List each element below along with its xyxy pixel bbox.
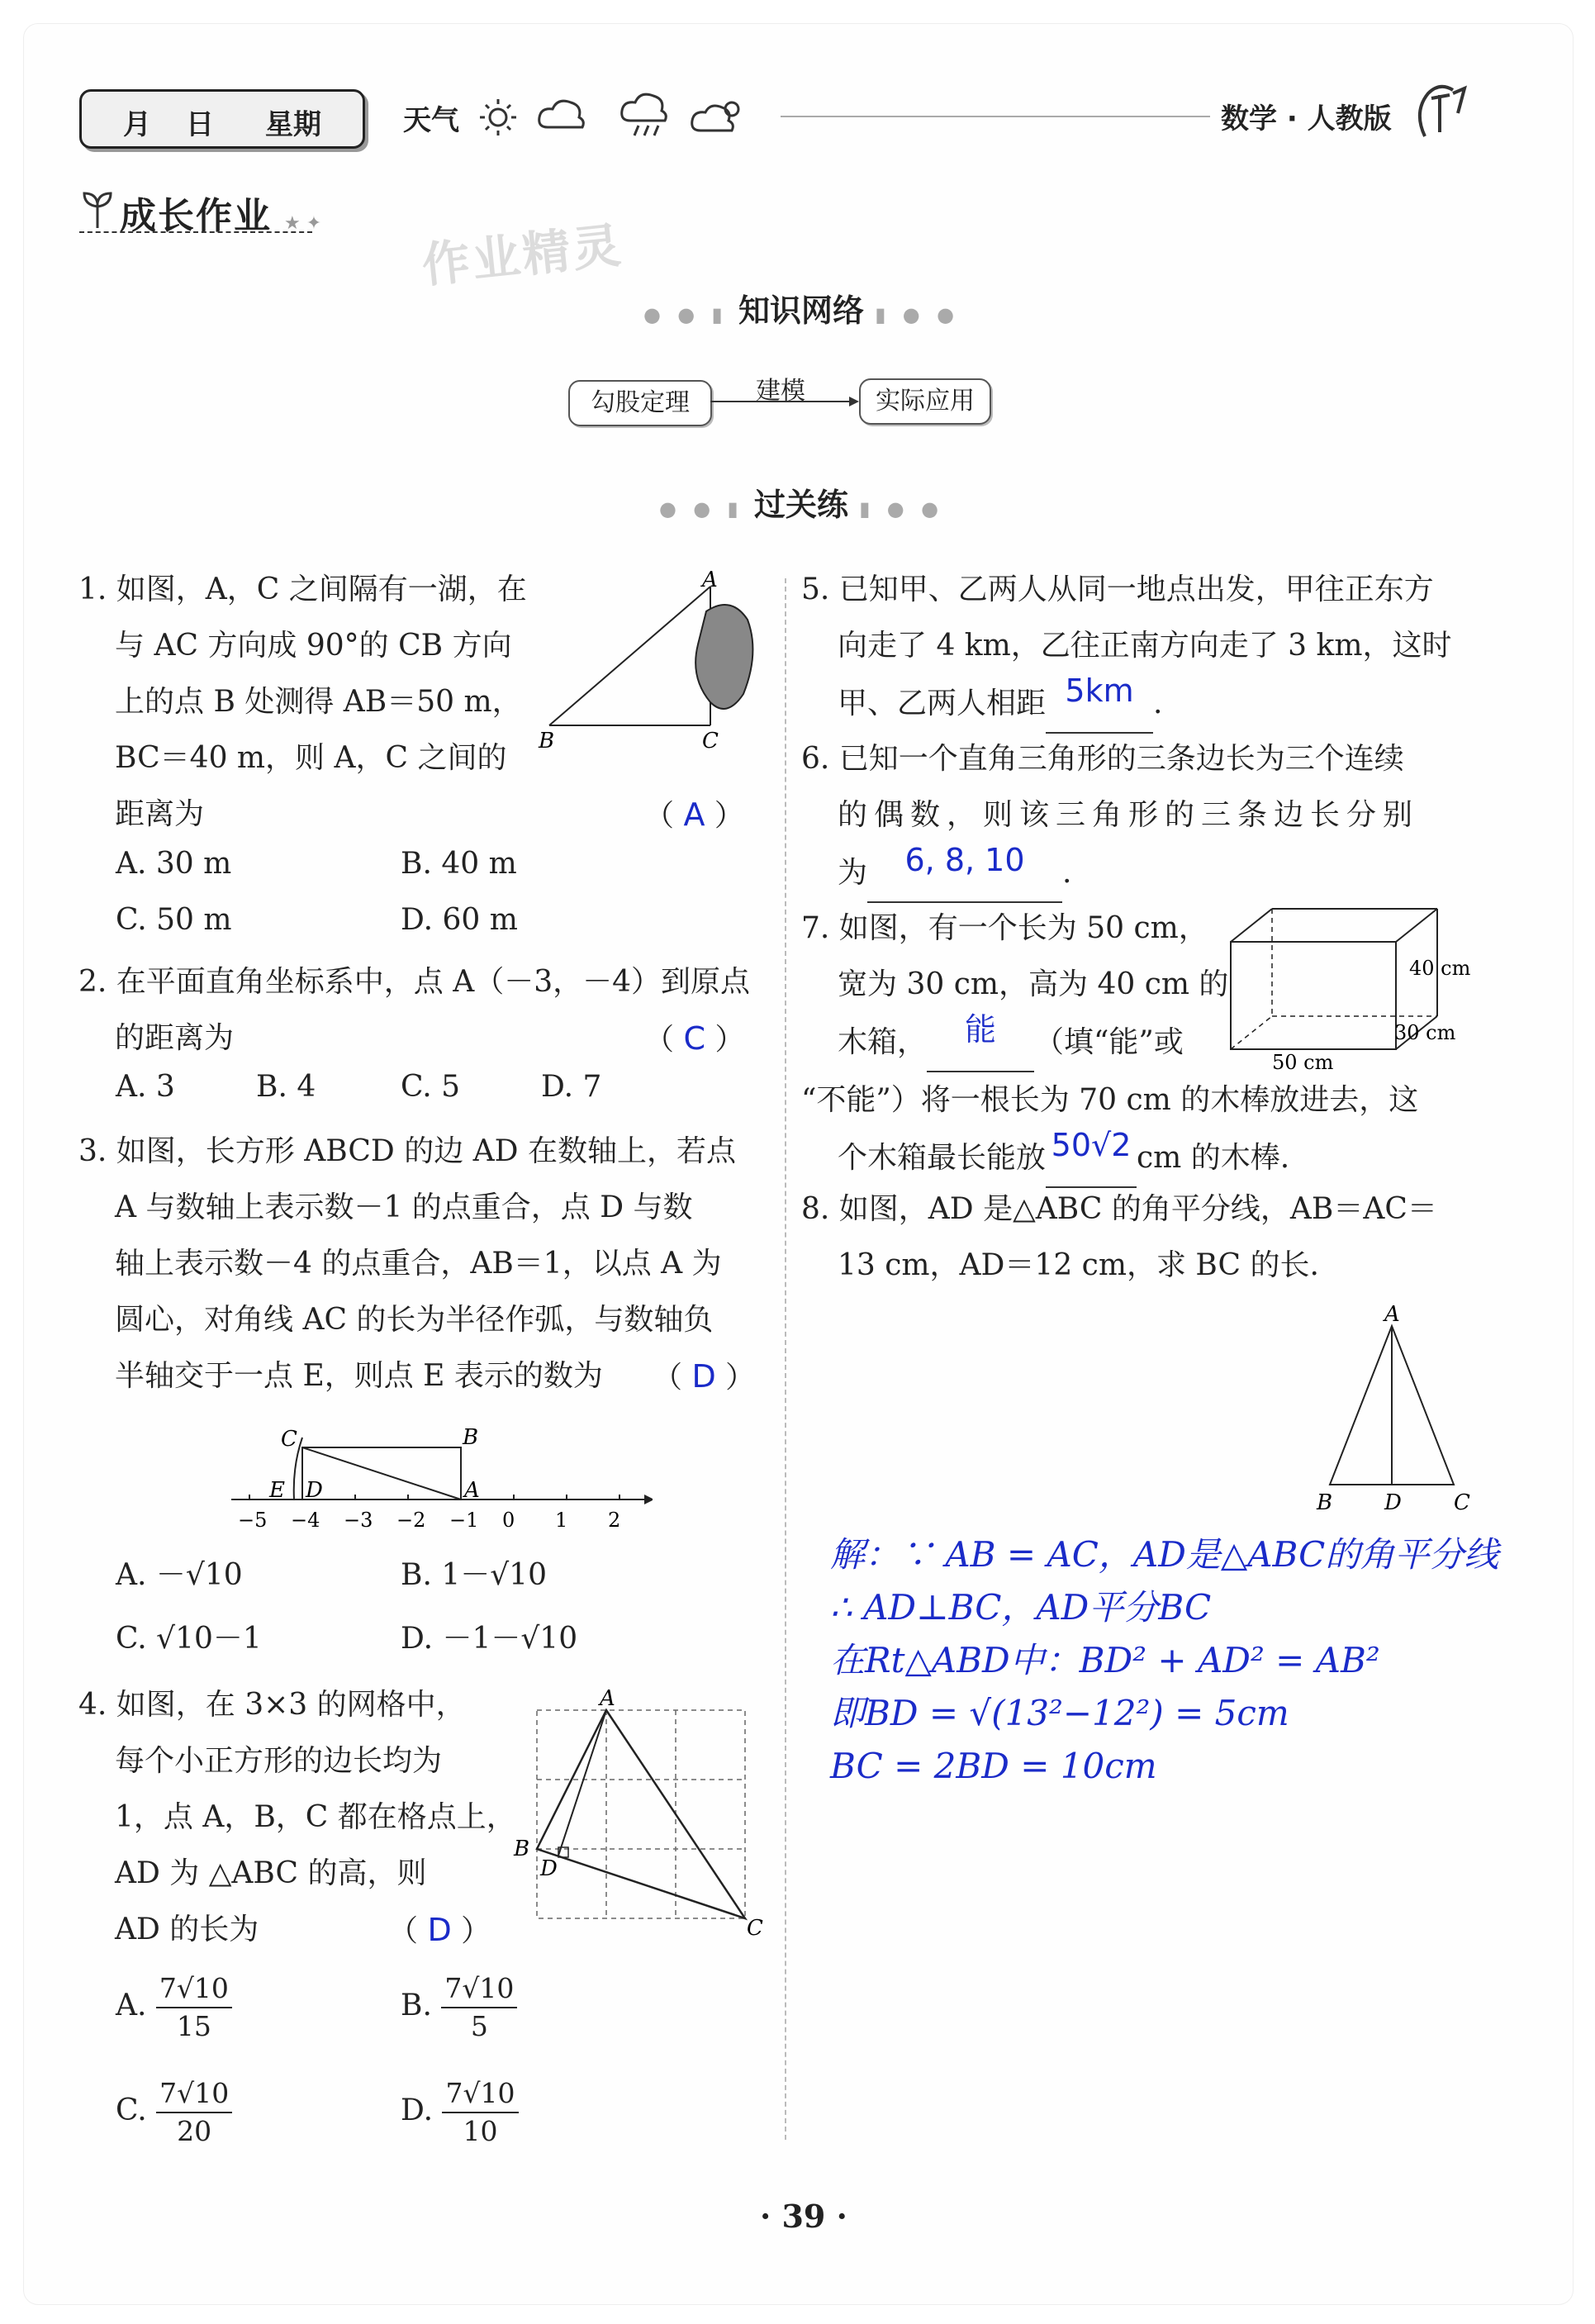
q3-option-b: B. 1－√10 bbox=[401, 1558, 547, 1592]
q4-option-b-num: 7√10 bbox=[441, 1970, 517, 2008]
q8-solution bbox=[830, 1528, 1498, 1793]
star-icon: ★ ✦ bbox=[284, 213, 322, 234]
q2-option-d: D. 7 bbox=[541, 1070, 602, 1104]
partly-cloudy-icon bbox=[692, 102, 738, 131]
q7-blank-2 bbox=[1046, 1129, 1137, 1188]
solution-line-1: 解：∵ AB = AC，AD是△ABC的角平分线 bbox=[830, 1534, 1499, 1575]
question-5-text: 5. 已知甲、乙两人从同一地点出发，甲往正东方 向走了 4 km，乙往正南方向走了 3 km，这时 甲、乙两人相距 5km . bbox=[801, 562, 1495, 734]
header-rule bbox=[781, 116, 1210, 117]
q6-line: 6. 已知一个直角三角形的三条边长为三个连续 bbox=[801, 742, 1404, 776]
question-6-text: 6. 已知一个直角三角形的三条边长为三个连续 的偶数，则该三角形的三条边长分别 为 6, 8, 10 . bbox=[801, 731, 1495, 903]
q4-option-b-letter: B. bbox=[401, 1989, 432, 2022]
q3-answer-paren: （ D ） bbox=[653, 1358, 756, 1395]
q3-option-c: C. √10－1 bbox=[116, 1622, 262, 1656]
q4-line: AD 的长为 bbox=[115, 1913, 259, 1946]
q4-line: AD 为 △ABC 的高，则 bbox=[115, 1856, 427, 1890]
q1-answer: A bbox=[683, 796, 705, 833]
q4-option-a bbox=[116, 1970, 232, 2045]
q1-label-c: C bbox=[702, 729, 719, 753]
dots-left-icon: ● ● ▮ bbox=[643, 303, 728, 326]
q4-label-a: A bbox=[600, 1686, 615, 1711]
flow-arrow-icon bbox=[710, 393, 859, 410]
q4-answer-paren: （ D ） bbox=[388, 1912, 491, 1948]
q3-line: A 与数轴上表示数－1 的点重合，点 D 与数 bbox=[115, 1191, 693, 1224]
day-label: 日 bbox=[186, 108, 214, 141]
page-number: · 39 · bbox=[760, 2198, 847, 2235]
axis-tick-label: 0 bbox=[502, 1509, 515, 1532]
month-label: 月 bbox=[123, 108, 151, 141]
q1-label-a: A bbox=[702, 570, 718, 592]
q4-option-a-letter: A. bbox=[116, 1989, 147, 2022]
q7-line: 个木箱最长能放 bbox=[838, 1141, 1047, 1175]
q1-line: 距离为 bbox=[115, 797, 205, 831]
q3-label-e: E bbox=[269, 1478, 285, 1503]
dots-right-icon: ▮ ● ● bbox=[859, 497, 944, 520]
axis-tick-label: 1 bbox=[555, 1509, 568, 1532]
flow-box-right: 实际应用 bbox=[859, 378, 991, 425]
q3-line: 半轴交于一点 E，则点 E 表示的数为 bbox=[115, 1359, 603, 1393]
q2-line: 2. 在平面直角坐标系中，点 A（－3，－4）到原点 bbox=[78, 965, 751, 999]
q7-line: cm 的木棒. bbox=[1137, 1141, 1290, 1175]
axis-tick-label: −4 bbox=[291, 1509, 320, 1532]
sprout-icon bbox=[79, 188, 116, 230]
q1-option-d: D. 60 m bbox=[401, 903, 518, 937]
q1-line: 上的点 B 处测得 AB＝50 m， bbox=[115, 685, 522, 719]
q2-option-b: B. 4 bbox=[256, 1070, 316, 1104]
axis-tick-label: −1 bbox=[449, 1509, 479, 1532]
q1-label-b: B bbox=[539, 729, 555, 753]
q3-label-d: D bbox=[306, 1478, 323, 1503]
question-1-text bbox=[78, 562, 541, 843]
question-8-text bbox=[801, 1181, 1512, 1294]
q6-line: 为 bbox=[838, 856, 868, 890]
q3-option-a: A. －√10 bbox=[116, 1558, 243, 1592]
q4-line: 4. 如图，在 3×3 的网格中， bbox=[78, 1688, 466, 1722]
q4-option-a-num: 7√10 bbox=[156, 1970, 232, 2008]
q1-answer-paren: （ A ） bbox=[644, 796, 744, 833]
weekday-label: 星期 bbox=[265, 108, 321, 141]
q4-option-b-den: 5 bbox=[470, 2010, 488, 2042]
q8-label-d: D bbox=[1384, 1490, 1402, 1515]
q7-line: （填“能”或 bbox=[1034, 1025, 1184, 1059]
axis-tick-label: −5 bbox=[238, 1509, 268, 1532]
solution-line-5: BC = 2BD = 10cm bbox=[830, 1746, 1157, 1786]
knowledge-heading-text: 知识网络 bbox=[738, 292, 864, 329]
q7-dim-length: 50 cm bbox=[1272, 1051, 1334, 1074]
lake-shape bbox=[695, 605, 752, 709]
solution-line-2: ∴ AD⊥BC，AD平分BC bbox=[830, 1587, 1212, 1628]
q5-line: 甲、乙两人相距 bbox=[838, 687, 1047, 720]
q3-label-c: C bbox=[281, 1427, 297, 1452]
q6-line: 的偶数，则该三角形的三条边长分别 bbox=[838, 798, 1420, 832]
q7-answer-2: 50√2 bbox=[1051, 1127, 1132, 1163]
practice-heading bbox=[628, 479, 975, 525]
q1-lake-figure bbox=[537, 570, 768, 760]
q2-option-a: A. 3 bbox=[116, 1070, 175, 1104]
q3-line: 轴上表示数－4 的点重合，AB＝1，以点 A 为 bbox=[115, 1247, 722, 1281]
q8-triangle-figure bbox=[1305, 1301, 1512, 1516]
solution-line-3: 在Rt△ABD中：BD² + AD² = AB² bbox=[830, 1640, 1380, 1680]
flow-box-left: 勾股定理 bbox=[568, 380, 712, 426]
q7-blank-1 bbox=[927, 1013, 1034, 1072]
knowledge-heading bbox=[628, 285, 975, 330]
q1-option-c: C. 50 m bbox=[116, 903, 232, 937]
weather-icons bbox=[477, 93, 750, 142]
q7-line: 宽为 30 cm，高为 40 cm 的 bbox=[838, 967, 1229, 1001]
q2-line: 的距离为 bbox=[115, 1021, 235, 1055]
q4-answer: D bbox=[427, 1912, 452, 1948]
q4-option-c-num: 7√10 bbox=[156, 2075, 232, 2113]
axis-tick-label: −3 bbox=[344, 1509, 373, 1532]
q4-label-b: B bbox=[514, 1837, 530, 1861]
q3-line: 3. 如图，长方形 ABCD 的边 AD 在数轴上，若点 bbox=[78, 1134, 736, 1168]
q7-line: 7. 如图，有一个长为 50 cm， bbox=[801, 911, 1208, 945]
sun-icon bbox=[480, 99, 516, 135]
q1-line: 1. 如图，A，C 之间隔有一湖，在 bbox=[78, 573, 527, 606]
q7-line: “不能”）将一根长为 70 cm 的木棒放进去，这 bbox=[801, 1083, 1419, 1117]
weather-label: 天气 bbox=[403, 104, 459, 137]
practice-heading-text: 过关练 bbox=[753, 487, 848, 523]
logo-icon bbox=[1408, 78, 1474, 145]
q4-option-d-letter: D. bbox=[401, 2094, 434, 2127]
q4-option-d bbox=[401, 2075, 519, 2150]
q4-option-d-den: 10 bbox=[463, 2115, 498, 2147]
q4-line: 1，点 A，B，C 都在格点上， bbox=[115, 1800, 516, 1834]
axis-tick-label: −2 bbox=[396, 1509, 426, 1532]
flow-arrow-label: 建模 bbox=[756, 377, 805, 406]
q2-option-c: C. 5 bbox=[401, 1070, 461, 1104]
solution-line-4: 即BD = √(13²−12²) = 5cm bbox=[830, 1693, 1289, 1733]
q1-line: 与 AC 方向成 90°的 CB 方向 bbox=[115, 629, 512, 663]
q3-number-line bbox=[223, 1421, 653, 1545]
q8-line: 8. 如图，AD 是△ABC 的角平分线，AB＝AC＝ bbox=[801, 1192, 1437, 1226]
q7-dim-width: 30 cm bbox=[1394, 1021, 1456, 1044]
q6-blank bbox=[867, 844, 1062, 903]
q7-line: 木箱， bbox=[838, 1025, 928, 1059]
q7-dim-height: 40 cm bbox=[1409, 957, 1471, 980]
q8-label-b: B bbox=[1317, 1490, 1333, 1515]
q7-answer-1: 能 bbox=[965, 1011, 997, 1048]
q4-option-d-num: 7√10 bbox=[442, 2075, 518, 2113]
q5-line: 5. 已知甲、乙两人从同一地点出发，甲往正东方 bbox=[801, 573, 1434, 606]
q4-line: 每个小正方形的边长均为 bbox=[115, 1744, 443, 1778]
q5-answer: 5km bbox=[1065, 672, 1134, 709]
axis-tick-label: 2 bbox=[608, 1509, 621, 1532]
q3-option-d: D. －1－√10 bbox=[401, 1622, 578, 1656]
column-divider bbox=[785, 578, 786, 2140]
q1-line: BC＝40 m，则 A，C 之间的 bbox=[115, 741, 507, 775]
q4-label-d: D bbox=[540, 1856, 558, 1881]
book-label: 数学 · 人教版 bbox=[1221, 102, 1392, 135]
date-tab bbox=[79, 89, 365, 149]
q5-line: 向走了 4 km，乙往正南方向走了 3 km，这时 bbox=[838, 629, 1452, 663]
q4-label-c: C bbox=[747, 1916, 763, 1941]
q2-answer: C bbox=[683, 1020, 705, 1057]
q5-blank bbox=[1046, 674, 1153, 734]
dots-left-icon: ● ● ▮ bbox=[658, 497, 743, 520]
watermark: 作业精灵 bbox=[419, 216, 626, 294]
q4-option-a-den: 15 bbox=[176, 2010, 211, 2042]
q2-answer-paren: （ C ） bbox=[644, 1020, 745, 1057]
q3-label-b: B bbox=[463, 1425, 479, 1450]
q3-label-a: A bbox=[464, 1478, 480, 1503]
dots-right-icon: ▮ ● ● bbox=[875, 303, 960, 326]
cloud-icon bbox=[539, 101, 584, 127]
q4-option-c-den: 20 bbox=[177, 2115, 212, 2147]
rain-icon bbox=[622, 94, 667, 135]
q3-line: 圆心，对角线 AC 的长为半径作弧，与数轴负 bbox=[115, 1303, 714, 1337]
q4-grid-figure bbox=[504, 1685, 776, 1941]
q8-line: 13 cm，AD＝12 cm，求 BC 的长. bbox=[838, 1248, 1319, 1282]
q4-option-b bbox=[401, 1970, 517, 2045]
q6-answer: 6, 8, 10 bbox=[904, 842, 1025, 878]
section-underline bbox=[79, 231, 312, 233]
q3-answer: D bbox=[691, 1358, 716, 1395]
q8-label-c: C bbox=[1454, 1490, 1470, 1515]
q4-option-c-letter: C. bbox=[116, 2094, 147, 2127]
q1-option-a: A. 30 m bbox=[116, 847, 232, 881]
q4-option-c bbox=[116, 2075, 232, 2150]
q7-box-figure bbox=[1222, 901, 1503, 1074]
q8-label-a: A bbox=[1384, 1302, 1400, 1327]
section-title: 成长作业 bbox=[120, 195, 272, 237]
q1-option-b: B. 40 m bbox=[401, 847, 517, 881]
